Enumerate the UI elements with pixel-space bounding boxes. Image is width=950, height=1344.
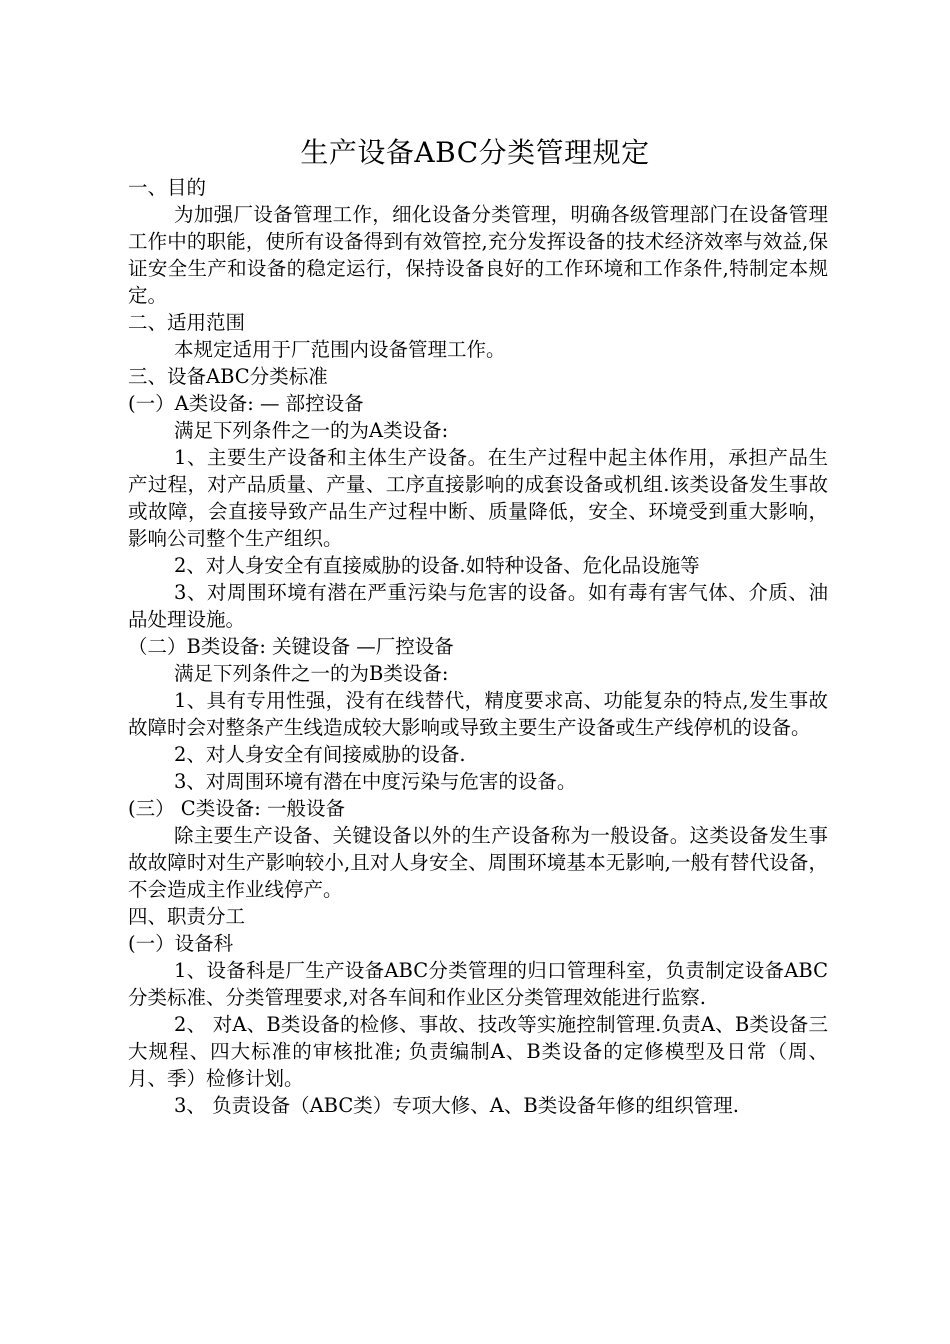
page-title: 生产设备ABC分类管理规定: [300, 136, 650, 169]
section-heading: (一）设备科: [128, 932, 234, 955]
section-heading: (一）A类设备: — 部控设备: [128, 392, 364, 415]
body-paragraph: 2、对人身安全有间接威胁的设备.: [174, 743, 466, 766]
body-paragraph: 满足下列条件之一的为A类设备:: [174, 419, 449, 442]
body-paragraph: 3、 负责设备（ABC类）专项大修、A、B类设备年修的组织管理.: [174, 1094, 739, 1117]
section-heading: (三） C类设备: 一般设备: [128, 797, 345, 820]
section-heading: 一、目的: [128, 176, 207, 199]
section-heading: 四、职责分工: [128, 905, 246, 928]
body-paragraph: 本规定适用于厂范围内设备管理工作。: [174, 338, 506, 361]
body-paragraph: 1、设备科是厂生产设备ABC分类管理的归口管理科室，负责制定设备ABC分类标准、分类管理要求,对各车间和作业区分类管理效能进行监察.: [128, 959, 828, 1009]
section-heading: 三、设备ABC分类标准: [128, 365, 328, 388]
body-paragraph: 3、对周围环境有潜在严重污染与危害的设备。如有毒有害气体、介质、油品处理设施。: [128, 581, 828, 631]
body-paragraph: 为加强厂设备管理工作，细化设备分类管理，明确各级管理部门在设备管理工作中的职能，使所有设备得到有效管控,充分发挥设备的技术经济效率与效益,保证安全生产和设备的稳定运行，保持设备良好的工作环境和工作条件,特制定本规定。: [128, 203, 828, 307]
body-paragraph: 满足下列条件之一的为B类设备:: [174, 662, 449, 685]
body-paragraph: 1、主要生产设备和主体生产设备。在生产过程中起主体作用，承担产品生产过程，对产品质量、产量、工序直接影响的成套设备或机组.该类设备发生事故或故障，会直接导致产品生产过程中断、质量降低，安全、环境受到重大影响，影响公司整个生产组织。: [128, 446, 828, 550]
body-paragraph: 3、对周围环境有潜在中度污染与危害的设备。: [174, 770, 577, 793]
body-paragraph: 2、 对A、B类设备的检修、事故、技改等实施控制管理.负责A、B类设备三大规程、四大标准的审核批准; 负责编制A、B类设备的定修模型及日常（周、月、季）检修计划。: [128, 1013, 828, 1090]
body-paragraph: 2、对人身安全有直接威胁的设备.如特种设备、危化品设施等: [174, 554, 700, 577]
body-paragraph: 除主要生产设备、关键设备以外的生产设备称为一般设备。这类设备发生事故故障时对生产影响较小,且对人身安全、周围环境基本无影响,一般有替代设备，不会造成主作业线停产。: [128, 824, 828, 901]
document-body: [128, 174, 828, 1119]
section-heading: 二、适用范围: [128, 311, 246, 334]
body-paragraph: 1、具有专用性强，没有在线替代，精度要求高、功能复杂的特点,发生事故故障时会对整条产生线造成较大影响或导致主要生产设备或生产线停机的设备。: [128, 689, 828, 739]
section-heading: （二）B类设备: 关键设备 —厂控设备: [128, 635, 454, 658]
